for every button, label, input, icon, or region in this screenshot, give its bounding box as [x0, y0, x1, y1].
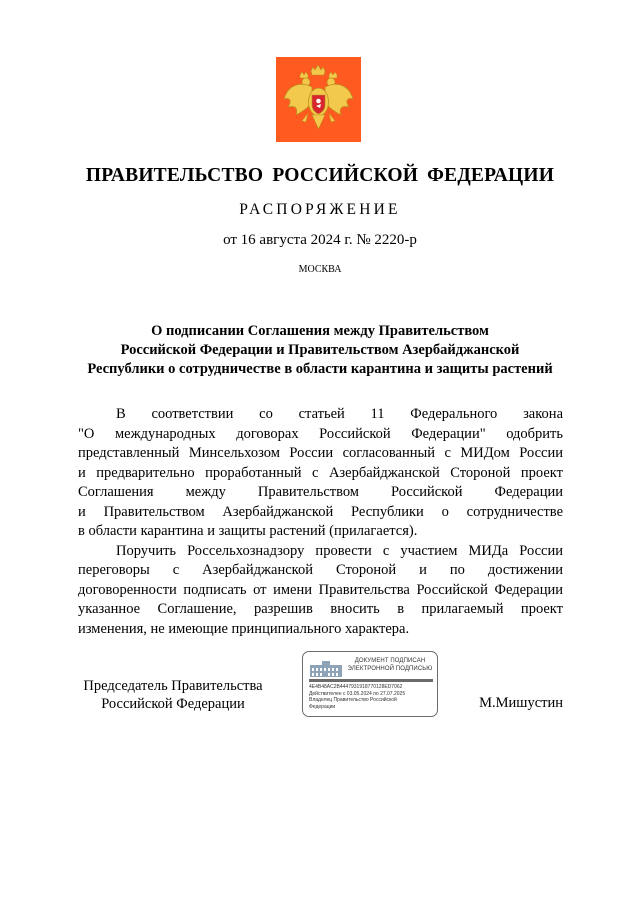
stamp-divider: [309, 679, 433, 682]
body-line: и Правительством Азербайджанской Республики о сотрудничестве: [78, 503, 563, 520]
government-building-icon: [309, 660, 343, 678]
stamp-title-line: ДОКУМЕНТ ПОДПИСАН: [354, 658, 426, 664]
body-line: В соответствии со статьей 11 Федерального закона: [116, 406, 563, 422]
subject-line: Республики о сотрудничестве в области карантина и защиты растений: [87, 361, 553, 377]
electronic-signature-stamp: [302, 651, 438, 717]
body-line: изменения, не имеющие принципиального характера.: [78, 620, 410, 637]
stamp-validity: Действителен с 03.05.2024 по 27.07.2025: [309, 690, 406, 697]
body-line: в области карантина и защиты растений (прилагается).: [78, 523, 418, 539]
stamp-title-line: ЭЛЕКТРОННОЙ ПОДПИСЬЮ: [347, 665, 433, 672]
signatory-position: [78, 677, 268, 713]
signatory-position-line: Российской Федерации: [101, 696, 245, 712]
body-line: Поручить Россельхознадзору провести с участием МИДа России: [116, 542, 563, 559]
stamp-certificate: 4E4B48AC2B4447931918770128ED7062: [309, 684, 403, 690]
stamp-title: [345, 658, 435, 673]
body-line: указанное Соглашение, разрешив вносить в прилагаемый проект: [78, 601, 563, 617]
government-title: ПРАВИТЕЛЬСТВО РОССИЙСКОЙ ФЕДЕРАЦИИ: [85, 165, 555, 186]
body-line: Соглашения между Правительством Российской Федерации: [78, 484, 563, 500]
subject-line: О подписании Соглашения между Правительством: [151, 323, 489, 339]
stamp-owner: Федерации: [309, 703, 336, 710]
russian-coat-of-arms-icon: [276, 57, 361, 142]
body-line: "О международных договорах Российской Федерации" одобрить: [78, 425, 563, 442]
signatory-position-line: Председатель Правительства: [83, 678, 263, 694]
document-body: [78, 405, 563, 639]
document-subject: [60, 322, 580, 379]
body-line: переговоры с Азербайджанской Стороной и по достижении: [78, 562, 563, 578]
body-line: договоренности подписать от имени Правительства Российской Федерации: [78, 581, 563, 598]
stamp-details: [309, 684, 435, 710]
document-city: МОСКВА: [298, 264, 342, 275]
stamp-owner: Владелец Правительство Российской: [309, 697, 397, 703]
body-line: представленный Минсельхозом России согласованный с МИДом России: [78, 445, 563, 461]
document-type: РАСПОРЯЖЕНИЕ: [239, 201, 401, 218]
body-line: и предварительно проработанный с Азербайджанской Стороной проект: [78, 464, 563, 481]
subject-line: Российской Федерации и Правительством Азербайджанской: [120, 342, 520, 358]
signatory-name: М.Мишустин: [479, 695, 563, 711]
document-date-number: от 16 августа 2024 г. № 2220-р: [223, 232, 417, 248]
